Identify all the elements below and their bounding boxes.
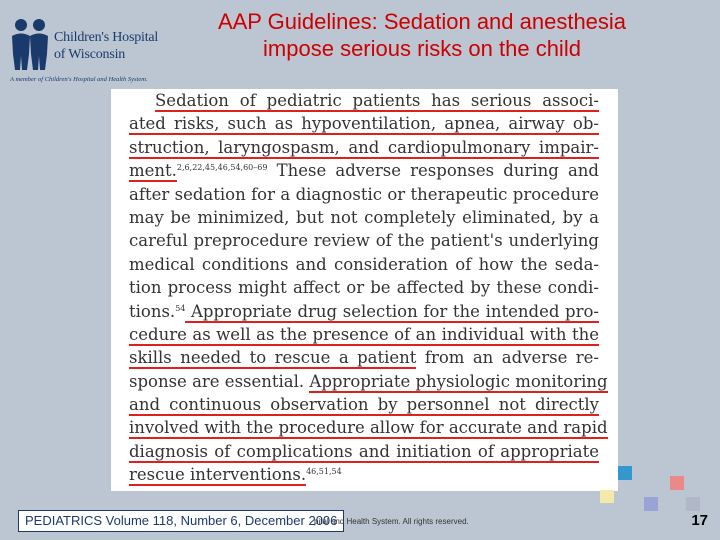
slide-title-line1: AAP Guidelines: Sedation and anesthesia (217, 9, 627, 34)
decorative-square (600, 490, 614, 503)
slide-title (172, 8, 672, 62)
excerpt-line: after sedation for a diagnostic or therapeutic procedure (129, 184, 599, 204)
excerpt-text: tions. (129, 301, 176, 321)
excerpt-line (129, 89, 599, 112)
decorative-square (686, 497, 700, 511)
decorative-square (670, 476, 684, 490)
journal-citation: PEDIATRICS Volume 118, Number 6, December 2006 (18, 510, 344, 532)
underlined-text: Appropriate physiologic monitoring (309, 371, 608, 391)
citation-superscript: 54 (175, 303, 186, 313)
excerpt-line (129, 393, 599, 416)
excerpt-line (129, 416, 608, 439)
logo-tagline: A member of Children's Hospital and Health System. (10, 76, 148, 83)
underlined-text: involved with the procedure allow for accurate and rapid (129, 418, 608, 438)
article-excerpt (111, 89, 618, 491)
slide-number: 17 (691, 512, 708, 529)
underlined-text: and continuous observation by personnel not directly (129, 395, 599, 415)
excerpt-line: tion process might affect or be affected by these condi- (129, 278, 599, 298)
excerpt-text: sponse are essential. (129, 371, 310, 391)
excerpt-line: careful preprocedure review of the patient's underlying (129, 231, 599, 251)
underlined-text: ated risks, such as hypoventilation, apnea, airway ob- (129, 114, 599, 134)
decorative-square (644, 497, 658, 511)
citation-superscript: 2,6,22,45,46,54,60–69 (176, 163, 268, 173)
underlined-text: diagnosis of complications and initiation of appropriate (129, 441, 599, 461)
excerpt-line (129, 463, 599, 486)
citation-superscript: 46,51,54 (306, 467, 342, 477)
underlined-text: ment. (129, 161, 177, 181)
excerpt-line (129, 112, 599, 135)
slide-title-line2: impose serious risks on the child (263, 36, 581, 61)
excerpt-line (129, 370, 608, 393)
hospital-logo (8, 16, 168, 90)
underlined-text: Sedation of pediatric patients has serious associ- (155, 91, 599, 110)
excerpt-line (129, 346, 599, 369)
underlined-text: skills needed to rescue a patient (129, 348, 417, 368)
children-figures-icon (8, 16, 52, 72)
underlined-text: cedure as well as the presence of an individual with the (129, 324, 599, 344)
excerpt-line (129, 136, 599, 159)
excerpt-line (129, 323, 599, 346)
excerpt-line: may be minimized, but not completely eliminated, by a (129, 207, 599, 227)
excerpt-line: medical conditions and consideration of how the seda- (129, 254, 599, 274)
excerpt-line (129, 159, 599, 182)
logo-name-line1: Children's Hospital (54, 30, 159, 45)
underlined-text: Appropriate drug selection for the intended pro- (185, 301, 599, 321)
copyright-notice: pital and Health System. All rights reserved. (314, 517, 469, 526)
logo-name-line2: of Wisconsin (54, 47, 126, 62)
excerpt-line (129, 440, 599, 463)
underlined-text: struction, laryngospasm, and cardiopulmonary impair- (129, 137, 599, 157)
underlined-text: rescue interventions. (129, 465, 307, 485)
decorative-square (618, 466, 632, 480)
excerpt-line (129, 300, 599, 323)
excerpt-text: from an adverse re- (416, 348, 599, 368)
excerpt-text: These adverse responses during and (267, 161, 599, 181)
